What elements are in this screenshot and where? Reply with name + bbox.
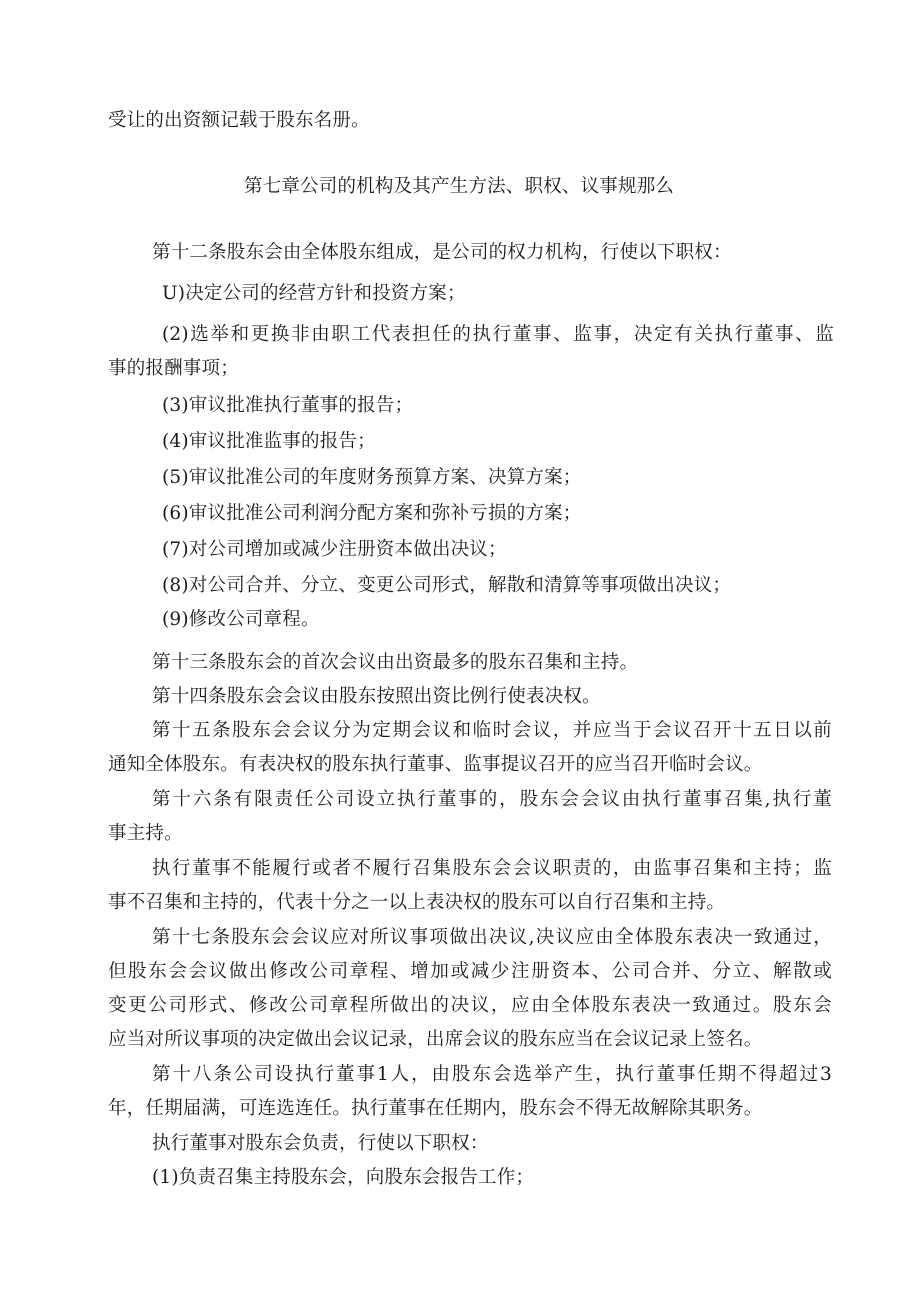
article-12-item-2-line-2: 事的报酬事项； xyxy=(108,358,239,379)
chapter-title: 第七章公司的机构及其产生方法、职权、议事规那么 xyxy=(244,176,675,197)
executive-duties-intro: 执行董事对股东会负责，行使以下职权： xyxy=(152,1133,489,1154)
article-15-line-2: 通知全体股东。有表决权的股东执行董事、监事提议召开的应当召开临时会议。 xyxy=(108,754,763,775)
article-12-item-6: (6)审议批准公司利润分配方案和弥补亏损的方案； xyxy=(162,503,582,524)
article-12-item-9: (9)修改公司章程。 xyxy=(162,609,320,630)
article-16b-line-2: 事不召集和主持的，代表十分之一以上表决权的股东可以自行召集和主持。 xyxy=(108,892,726,913)
article-18-line-1: 第十八条公司设执行董事1人，由股东会选举产生，执行董事任期不得超过3 xyxy=(152,1064,832,1085)
article-18-line-2: 年，任期届满，可连选连任。执行董事在任期内，股东会不得无故解除其职务。 xyxy=(108,1098,763,1119)
executive-duties-item-1: (1)负责召集主持股东会，向股东会报告工作； xyxy=(152,1167,535,1188)
article-12-item-7: (7)对公司增加或减少注册资本做出决议； xyxy=(162,539,507,560)
article-17-line-1: 第十七条股东会会议应对所议事项做出决议,决议应由全体股东表决一致通过， xyxy=(152,927,832,948)
article-16b-line-1: 执行董事不能履行或者不履行召集股东会会议职责的，由监事召集和主持；监 xyxy=(152,858,832,879)
article-17-line-3: 变更公司形式、修改公司章程所做出的决议，应由全体股东表决一致通过。股东会 xyxy=(108,995,832,1016)
article-16-line-2: 事主持。 xyxy=(108,823,183,844)
article-14: 第十四条股东会会议由股东按照出资比例行使表决权。 xyxy=(152,686,601,707)
article-12-item-5: (5)审议批准公司的年度财务预算方案、决算方案； xyxy=(162,467,582,488)
article-16-line-1: 第十六条有限责任公司设立执行董事的，股东会会议由执行董事召集,执行董 xyxy=(152,789,832,810)
article-17-line-2: 但股东会会议做出修改公司章程、增加或减少注册资本、公司合并、分立、解散或 xyxy=(108,961,832,982)
article-12-item-2-line-1: (2)选举和更换非由职工代表担任的执行董事、监事，决定有关执行董事、监 xyxy=(162,324,834,345)
article-12-item-4: (4)审议批准监事的报告； xyxy=(162,431,376,452)
article-12-item-1: U)决定公司的经营方针和投资方案； xyxy=(162,283,466,304)
article-12-item-3: (3)审议批准执行董事的报告； xyxy=(162,395,414,416)
article-15-line-1: 第十五条股东会会议分为定期会议和临时会议，并应当于会议召开十五日以前 xyxy=(152,720,832,741)
article-17-line-4: 应当对所议事项的决定做出会议记录，出席会议的股东应当在会议记录上签名。 xyxy=(108,1029,763,1050)
article-12-intro: 第十二条股东会由全体股东组成，是公司的权力机构，行使以下职权： xyxy=(152,242,732,263)
article-12-item-8: (8)对公司合并、分立、变更公司形式，解散和清算等事项做出决议； xyxy=(162,575,732,596)
paragraph-continuation: 受让的出资额记载于股东名册。 xyxy=(108,110,370,131)
article-13: 第十三条股东会的首次会议由出资最多的股东召集和主持。 xyxy=(152,652,639,673)
